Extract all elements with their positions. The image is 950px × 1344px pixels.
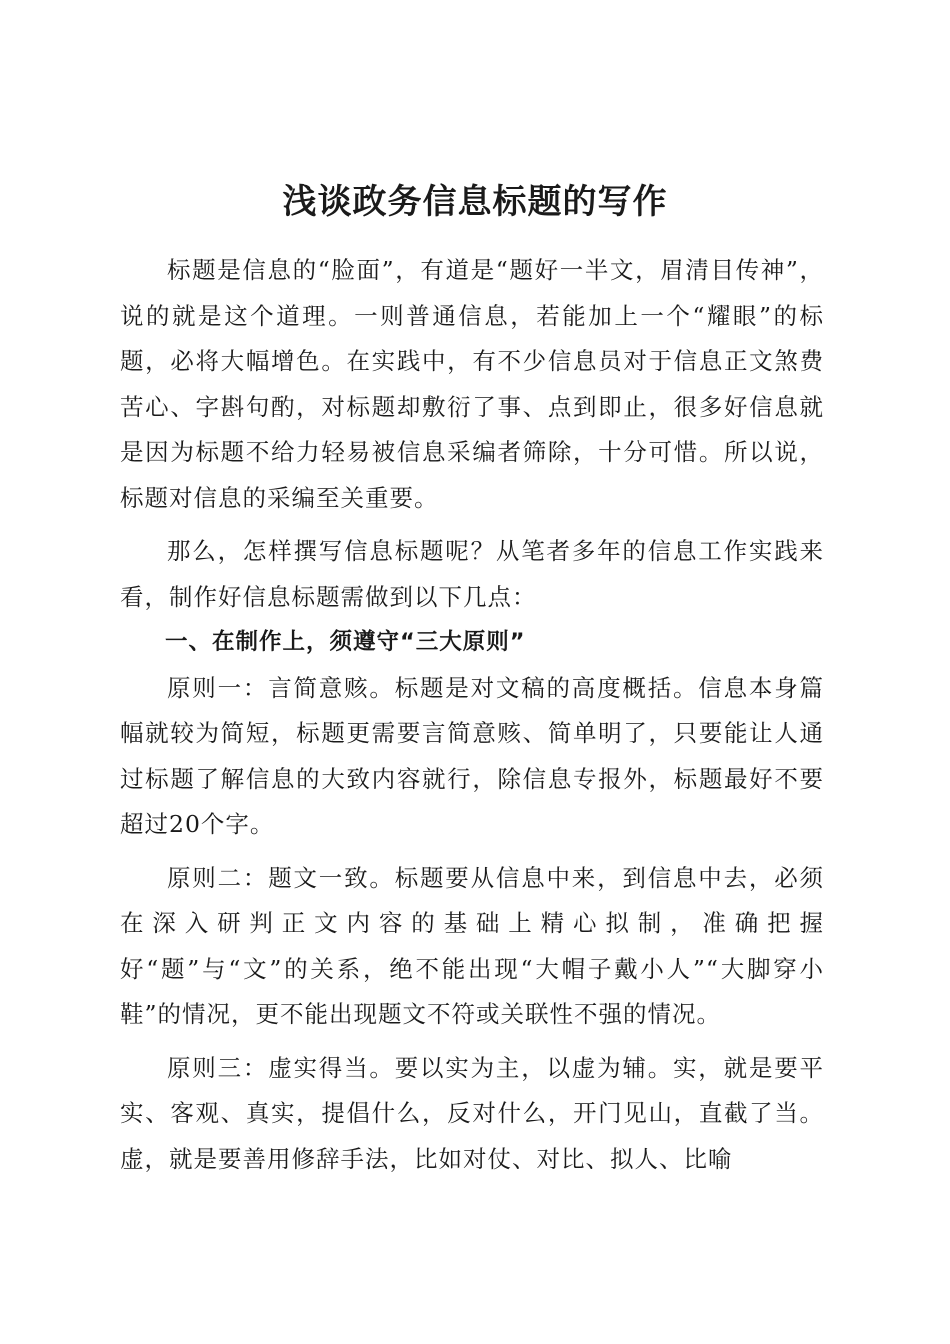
paragraph-principle-3 bbox=[120, 1046, 824, 1183]
principle-2-label: 原则二： bbox=[167, 863, 269, 892]
principle-3-label: 原则三： bbox=[167, 1053, 269, 1082]
paragraph-question: 那么，怎样撰写信息标题呢？从笔者多年的信息工作实践来看，制作好信息标题需做到以下几点： bbox=[120, 537, 824, 611]
section-heading-1: 一、在制作上，须遵守“三大原则” bbox=[165, 629, 526, 655]
document-title: 浅谈政务信息标题的写作 bbox=[282, 182, 668, 222]
paragraph-principle-2 bbox=[120, 856, 824, 1038]
principle-3-text: 虚实得当。要以实为主，以虚为辅。实，就是要平实、客观、真实，提倡什么，反对什么，开门见山，直截了当。虚，就是要善用修辞手法，比如对仗、对比、拟人、比喻 bbox=[120, 1053, 825, 1173]
document-body bbox=[120, 248, 824, 1182]
paragraph-principle-1 bbox=[120, 666, 824, 848]
principle-1-text: 言简意赅。标题是对文稿的高度概括。信息本身篇幅就较为简短，标题更需要言简意赅、简单明了，只要能让人通过标题了解信息的大致内容就行，除信息专报外，标题最好不要超过20个字。 bbox=[120, 673, 825, 838]
paragraph-intro: 标题是信息的“脸面”，有道是“题好一半文，眉清目传神”，说的就是这个道理。一则普通信息，若能加上一个“耀眼”的标题，必将大幅增色。在实践中，有不少信息员对于信息正文煞费苦心、字斟句酌，对标题却敷衍了事、点到即止，很多好信息就是因为标题不给力轻易被信息采编者筛除，十分可惜。所以说，标题对信息的采编至关重要。 bbox=[120, 256, 824, 512]
principle-1-label: 原则一： bbox=[167, 673, 269, 702]
principle-2-text: 题文一致。标题要从信息中来，到信息中去，必须在深入研判正文内容的基础上精心拟制，准确把握好“题”与“文”的关系，绝不能出现“大帽子戴小人”“大脚穿小鞋”的情况，更不能出现题文不符或关联性不强的情况。 bbox=[120, 863, 825, 1028]
